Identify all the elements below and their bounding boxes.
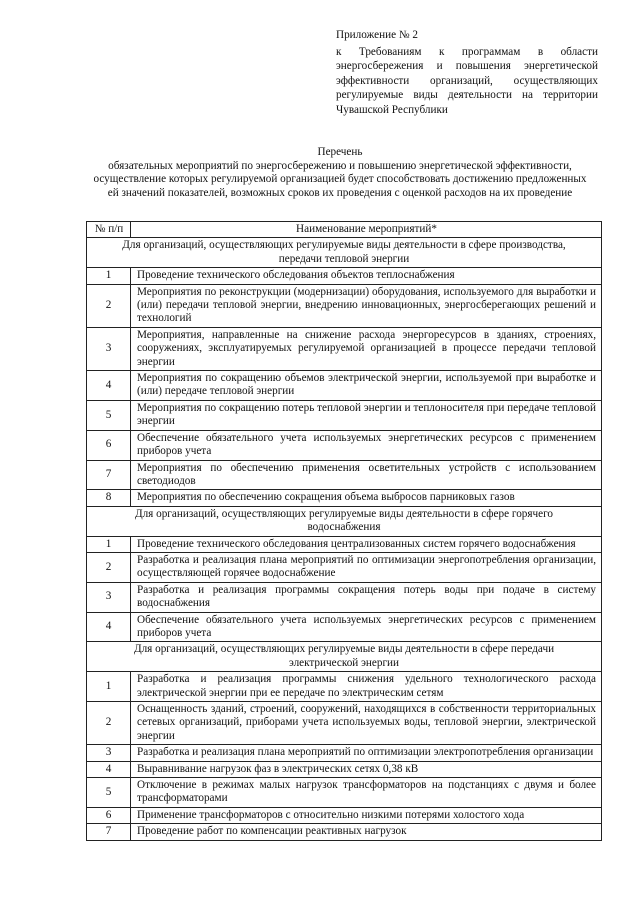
table-body (87, 238, 602, 840)
table-row (87, 807, 602, 823)
table-row (87, 761, 602, 777)
table-row (87, 371, 602, 401)
header-name: Наименование мероприятий* (131, 222, 602, 238)
row-number: 5 (87, 400, 131, 430)
table-row (87, 702, 602, 745)
row-number: 2 (87, 552, 131, 582)
measures-table (86, 221, 602, 841)
table-row (87, 672, 602, 702)
row-text: Разработка и реализация программы сокращения потерь воды при подаче в систему водоснабжения (131, 582, 602, 612)
section-heading-row (87, 642, 602, 672)
table-row (87, 824, 602, 840)
table-row (87, 745, 602, 761)
section-heading-row (87, 506, 602, 536)
table-row (87, 536, 602, 552)
table-row (87, 778, 602, 808)
row-text: Мероприятия по обеспечению сокращения объема выбросов парниковых газов (131, 490, 602, 506)
row-text: Оснащенность зданий, строений, сооружений, находящихся в собственности территориальных сетевых организаций, приборами учета используемых воды, тепловой энергии, электрической энергии (131, 702, 602, 745)
table-row (87, 430, 602, 460)
table-row (87, 284, 602, 327)
row-text: Разработка и реализация программы снижения удельного технологического расхода электрической энергии при ее передаче по электрическим сетям (131, 672, 602, 702)
row-number: 3 (87, 327, 131, 370)
table-row (87, 612, 602, 642)
row-number: 2 (87, 284, 131, 327)
table-row (87, 552, 602, 582)
row-number: 4 (87, 761, 131, 777)
table-row (87, 490, 602, 506)
row-text: Выравнивание нагрузок фаз в электрических сетях 0,38 кВ (131, 761, 602, 777)
appendix-block (336, 28, 598, 118)
row-number: 7 (87, 824, 131, 840)
header-number: № п/п (87, 222, 131, 238)
row-number: 6 (87, 807, 131, 823)
row-text: Обеспечение обязательного учета используемых энергетических ресурсов с применением приборов учета (131, 430, 602, 460)
row-number: 6 (87, 430, 131, 460)
row-text: Обеспечение обязательного учета используемых энергетических ресурсов с применением приборов учета (131, 612, 602, 642)
document-title (90, 146, 590, 200)
section-heading: Для организаций, осуществляющих регулируемые виды деятельности в сфере передачи электрической энергии (87, 642, 602, 672)
row-text: Мероприятия по реконструкции (модернизации) оборудования, используемого для выработки и (или) передачи тепловой энергии, внедрению инновационных, энергосберегающих решений и технологий (131, 284, 602, 327)
title-body: обязательных мероприятий по энергосбережению и повышению энергетической эффективности, осуществление которых регулируемой организацией будет способствовать достижению предложенных ей значений показателей, возможных сроков их проведения с оценкой расходов на их проведение (93, 159, 587, 199)
table-row (87, 268, 602, 284)
row-number: 7 (87, 460, 131, 490)
section-heading-row (87, 238, 602, 268)
table-row (87, 327, 602, 370)
appendix-number: Приложение № 2 (336, 29, 418, 41)
row-number: 1 (87, 268, 131, 284)
row-text: Проведение технического обследования объектов теплоснабжения (131, 268, 602, 284)
row-text: Мероприятия, направленные на снижение расхода энергоресурсов в зданиях, строениях, сооружениях, эксплуатируемых регулируемой организацией в процессе передачи тепловой энергии (131, 327, 602, 370)
table-row (87, 400, 602, 430)
row-text: Применение трансформаторов с относительно низкими потерями холостого хода (131, 807, 602, 823)
table-header-row (87, 222, 602, 238)
row-text: Отключение в режимах малых нагрузок трансформаторов на подстанциях с двумя и более трансформаторами (131, 778, 602, 808)
row-number: 4 (87, 371, 131, 401)
row-text: Разработка и реализация плана мероприятий по оптимизации энергопотребления организации, осуществляющей горячее водоснабжение (131, 552, 602, 582)
table-row (87, 582, 602, 612)
row-number: 3 (87, 745, 131, 761)
title-heading: Перечень (317, 146, 363, 158)
row-number: 5 (87, 778, 131, 808)
row-text: Мероприятия по сокращению объемов электрической энергии, используемой при выработке и (или) передаче тепловой энергии (131, 371, 602, 401)
row-number: 8 (87, 490, 131, 506)
row-text: Мероприятия по сокращению потерь тепловой энергии и теплоносителя при передаче тепловой энергии (131, 400, 602, 430)
row-text: Мероприятия по обеспечению применения осветительных устройств с использованием светодиодов (131, 460, 602, 490)
section-heading: Для организаций, осуществляющих регулируемые виды деятельности в сфере производства, передачи тепловой энергии (87, 238, 602, 268)
section-heading: Для организаций, осуществляющих регулируемые виды деятельности в сфере горячего водоснабжения (87, 506, 602, 536)
appendix-text: к Требованиям к программам в области энергосбережения и повышения энергетической эффективности организаций, осуществляющих регулируемые виды деятельности на территории Чувашской Республики (336, 45, 598, 116)
row-number: 1 (87, 536, 131, 552)
row-number: 3 (87, 582, 131, 612)
row-text: Разработка и реализация плана мероприятий по оптимизации электропотребления организации (131, 745, 602, 761)
table-row (87, 460, 602, 490)
row-text: Проведение технического обследования централизованных систем горячего водоснабжения (131, 536, 602, 552)
row-number: 2 (87, 702, 131, 745)
row-number: 1 (87, 672, 131, 702)
row-number: 4 (87, 612, 131, 642)
row-text: Проведение работ по компенсации реактивных нагрузок (131, 824, 602, 840)
